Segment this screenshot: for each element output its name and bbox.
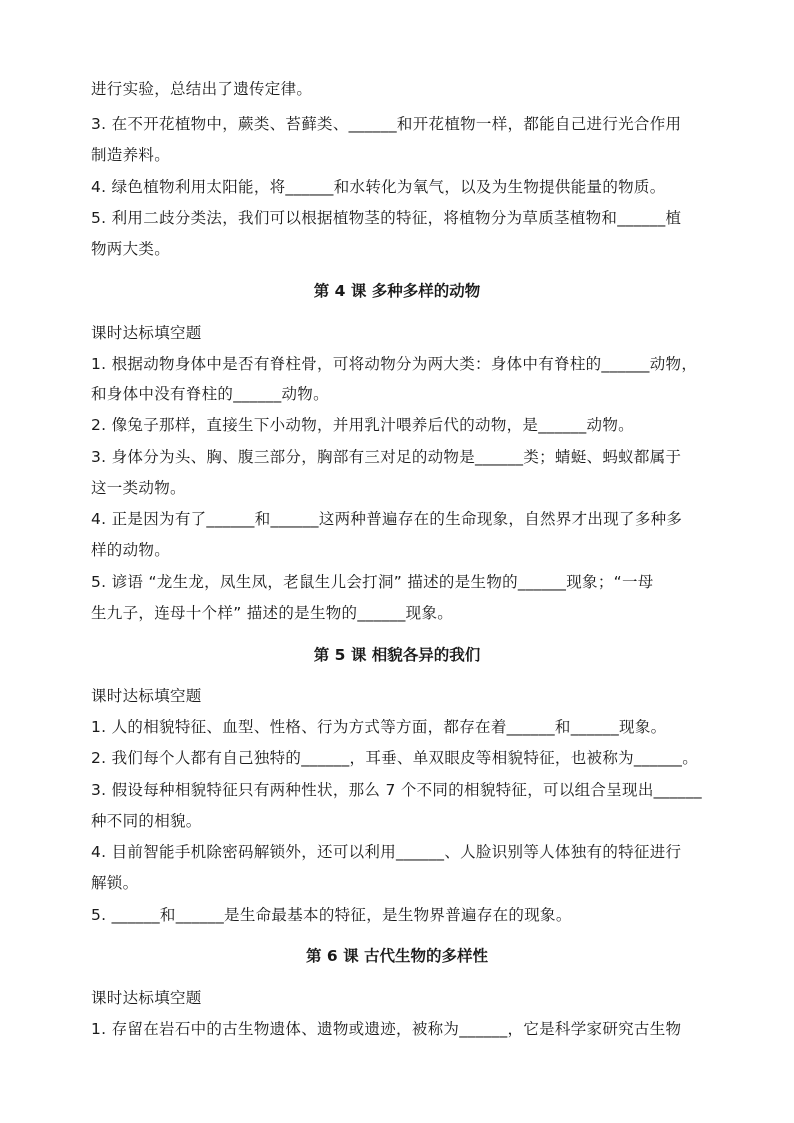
paragraph-line: 进行实验，总结出了遗传定律。 [91, 80, 313, 98]
question-4: 4. 目前智能手机除密码解锁外，还可以利用______、人脸识别等人体独有的特征进行 [91, 843, 682, 861]
section-label: 课时达标填空题 [91, 687, 202, 705]
lesson-5-title: 第 5 课 相貌各异的我们 [313, 646, 481, 664]
question-1: 1. 存留在岩石中的古生物遗体、遗物或遗迹，被称为______，它是科学家研究古生物 [91, 1020, 682, 1038]
paragraph-line: 样的动物。 [91, 541, 171, 559]
question-5: 5. ______和______是生命最基本的特征，是生物界普遍存在的现象。 [91, 906, 572, 924]
question-4: 4. 绿色植物利用太阳能，将______和水转化为氧气，以及为生物提供能量的物质。 [91, 178, 666, 196]
section-label: 课时达标填空题 [91, 989, 202, 1007]
paragraph-line: 解锁。 [91, 874, 139, 892]
paragraph-line: 制造养料。 [91, 146, 171, 164]
question-1: 1. 人的相貌特征、血型、性格、行为方式等方面，都存在着______和______现象。 [91, 718, 667, 736]
paragraph-line: 种不同的相貌。 [91, 812, 202, 830]
paragraph-line: 物两大类。 [91, 240, 171, 258]
question-3: 3. 在不开花植物中，蕨类、苔藓类、______和开花植物一样，都能自己进行光合作用 [91, 115, 682, 133]
question-2: 2. 我们每个人都有自己独特的______，耳垂、单双眼皮等相貌特征，也被称为______。 [91, 749, 699, 767]
paragraph-line: 和身体中没有脊柱的______动物。 [91, 385, 329, 403]
question-3: 3. 假设每种相貌特征只有两种性状，那么 7 个不同的相貌特征，可以组合呈现出______ [91, 781, 702, 799]
question-2: 2. 像兔子那样，直接生下小动物，并用乳汁喂养后代的动物，是______动物。 [91, 416, 634, 434]
question-5: 5. 谚语 “龙生龙，凤生凤，老鼠生儿会打洞” 描述的是生物的______现象；“一母 [91, 573, 654, 591]
section-label: 课时达标填空题 [91, 324, 202, 342]
paragraph-line: 生九子，连母十个样” 描述的是生物的______现象。 [91, 604, 454, 622]
question-3: 3. 身体分为头、胸、腹三部分，胸部有三对足的动物是______类；蜻蜓、蚂蚁都属于 [91, 448, 682, 466]
lesson-4-title: 第 4 课 多种多样的动物 [313, 282, 481, 300]
lesson-6-title: 第 6 课 古代生物的多样性 [306, 947, 488, 965]
question-5: 5. 利用二歧分类法，我们可以根据植物茎的特征，将植物分为草质茎植物和______植 [91, 209, 682, 227]
question-1: 1. 根据动物身体中是否有脊柱骨，可将动物分为两大类：身体中有脊柱的______动物， [91, 355, 698, 373]
paragraph-line: 这一类动物。 [91, 479, 186, 497]
question-4: 4. 正是因为有了______和______这两种普遍存在的生命现象，自然界才出现了多种多 [91, 510, 683, 528]
